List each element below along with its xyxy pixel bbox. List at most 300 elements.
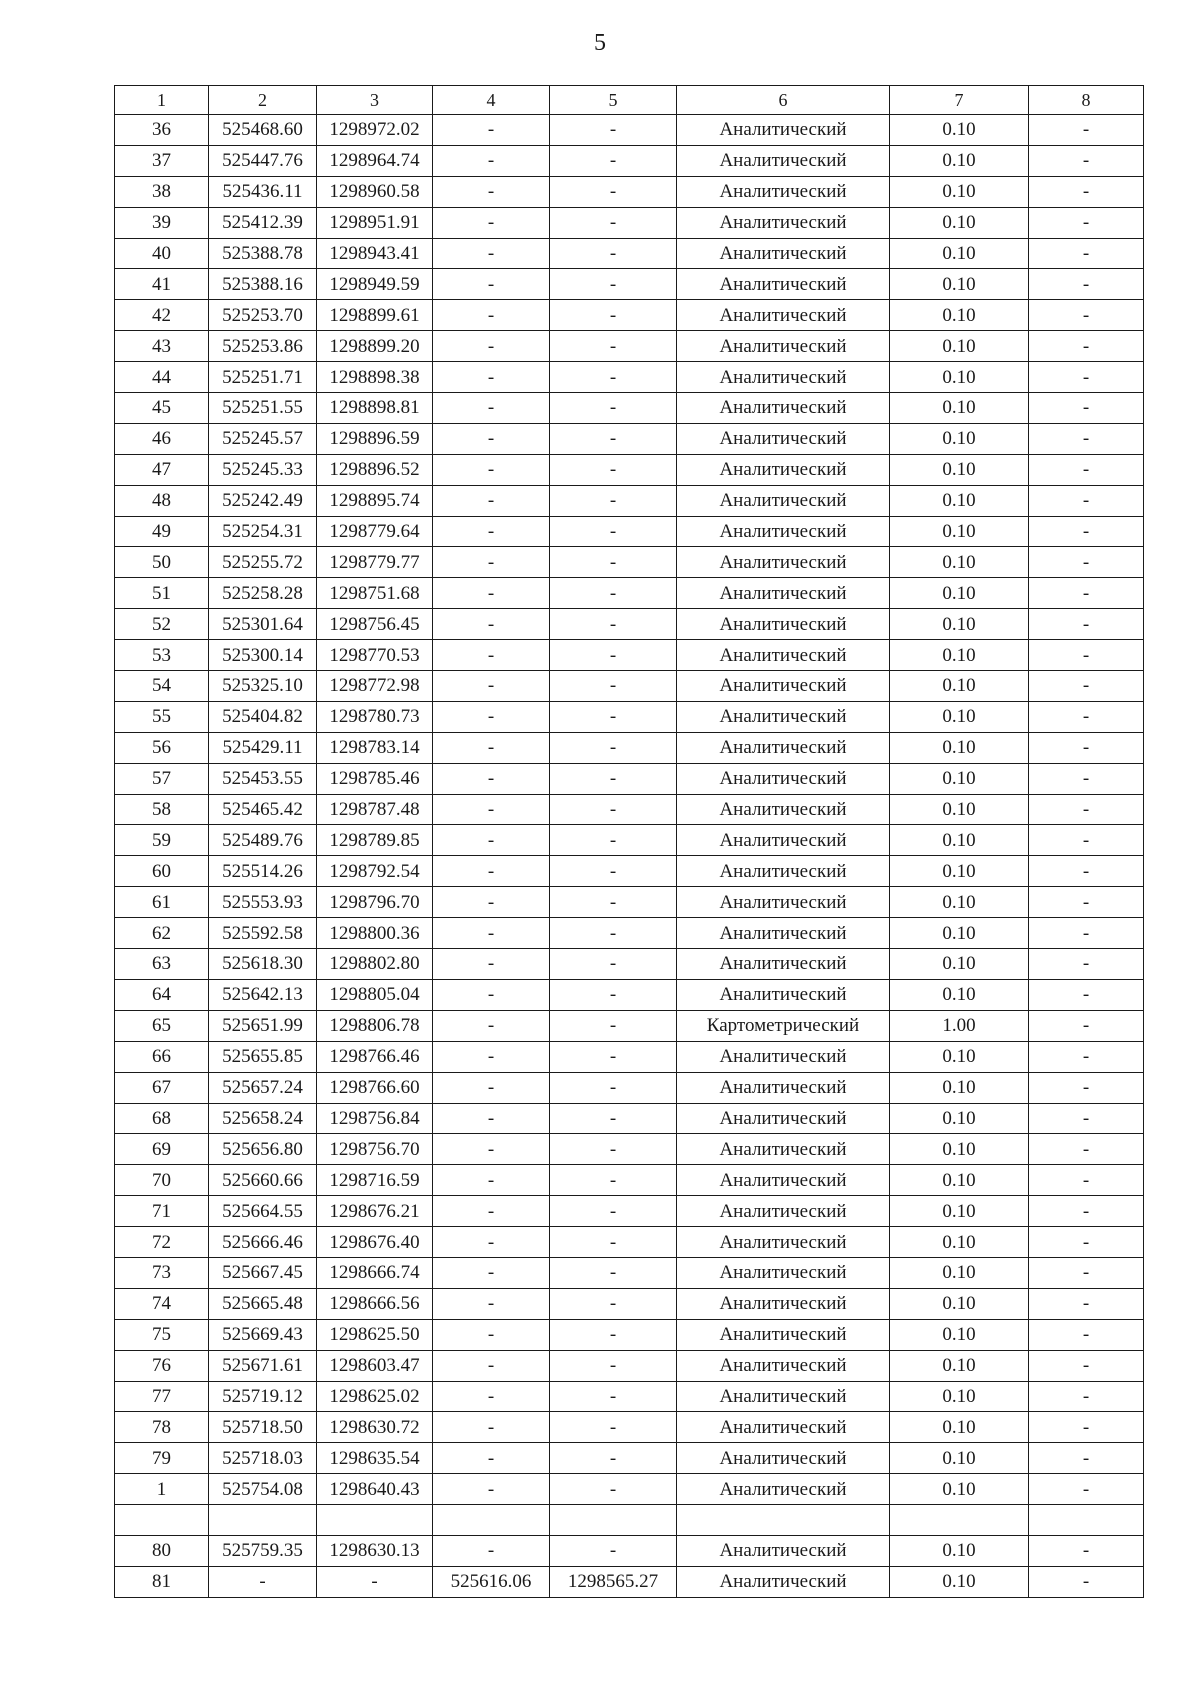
method-cell: Аналитический: [677, 207, 890, 238]
y-new-coordinate-cell: -: [550, 825, 677, 856]
x-coordinate-cell: 525618.30: [209, 949, 317, 980]
method-cell: Аналитический: [677, 1227, 890, 1258]
method-cell: Аналитический: [677, 393, 890, 424]
table-row: [115, 1103, 1144, 1134]
table-row: [115, 423, 1144, 454]
x-new-coordinate-cell: -: [433, 1381, 550, 1412]
method-cell: Аналитический: [677, 1072, 890, 1103]
accuracy-cell: 0.10: [890, 1072, 1029, 1103]
y-new-coordinate-cell: -: [550, 578, 677, 609]
x-coordinate-cell: 525255.72: [209, 547, 317, 578]
point-number-cell: 69: [115, 1134, 209, 1165]
x-coordinate-cell: 525245.33: [209, 454, 317, 485]
x-new-coordinate-cell: -: [433, 825, 550, 856]
table-row: [115, 176, 1144, 207]
column-8-cell: -: [1029, 485, 1144, 516]
column-8-cell: -: [1029, 454, 1144, 485]
y-coordinate-cell: 1298943.41: [317, 238, 433, 269]
point-number-cell: 43: [115, 331, 209, 362]
y-new-coordinate-cell: -: [550, 1165, 677, 1196]
accuracy-cell: 0.10: [890, 1412, 1029, 1443]
y-new-coordinate-cell: -: [550, 485, 677, 516]
table-row: [115, 238, 1144, 269]
x-new-coordinate-cell: 525616.06: [433, 1566, 550, 1597]
method-cell: Аналитический: [677, 1474, 890, 1505]
method-cell: Аналитический: [677, 516, 890, 547]
y-coordinate-cell: 1298895.74: [317, 485, 433, 516]
point-number-cell: 70: [115, 1165, 209, 1196]
method-cell: Аналитический: [677, 701, 890, 732]
accuracy-cell: 0.10: [890, 1535, 1029, 1566]
y-coordinate-cell: 1298635.54: [317, 1443, 433, 1474]
y-coordinate-cell: 1298805.04: [317, 979, 433, 1010]
accuracy-cell: 0.10: [890, 979, 1029, 1010]
method-cell: Аналитический: [677, 1381, 890, 1412]
x-new-coordinate-cell: -: [433, 331, 550, 362]
x-new-coordinate-cell: -: [433, 516, 550, 547]
accuracy-cell: 0.10: [890, 393, 1029, 424]
y-new-coordinate-cell: -: [550, 1072, 677, 1103]
table-row: [115, 269, 1144, 300]
y-new-coordinate-cell: -: [550, 269, 677, 300]
table-row: [115, 1505, 1144, 1536]
column-8-cell: -: [1029, 145, 1144, 176]
x-new-coordinate-cell: -: [433, 949, 550, 980]
table-row: [115, 1165, 1144, 1196]
x-coordinate-cell: 525429.11: [209, 732, 317, 763]
point-number-cell: 40: [115, 238, 209, 269]
method-cell: Аналитический: [677, 640, 890, 671]
x-coordinate-cell: 525388.16: [209, 269, 317, 300]
column-header: 1: [115, 86, 209, 115]
y-new-coordinate-cell: -: [550, 701, 677, 732]
point-number-cell: 47: [115, 454, 209, 485]
method-cell: Аналитический: [677, 1134, 890, 1165]
column-header: 5: [550, 86, 677, 115]
column-8-cell: -: [1029, 578, 1144, 609]
point-number-cell: 60: [115, 856, 209, 887]
accuracy-cell: 0.10: [890, 1319, 1029, 1350]
table-row: [115, 1196, 1144, 1227]
column-8-cell: -: [1029, 1041, 1144, 1072]
y-new-coordinate-cell: -: [550, 1010, 677, 1041]
y-coordinate-cell: 1298898.81: [317, 393, 433, 424]
accuracy-cell: 0.10: [890, 516, 1029, 547]
x-new-coordinate-cell: -: [433, 1227, 550, 1258]
x-new-coordinate-cell: -: [433, 238, 550, 269]
x-new-coordinate-cell: -: [433, 269, 550, 300]
method-cell: Аналитический: [677, 763, 890, 794]
method-cell: Аналитический: [677, 1535, 890, 1566]
x-new-coordinate-cell: -: [433, 1165, 550, 1196]
y-new-coordinate-cell: -: [550, 1257, 677, 1288]
y-new-coordinate-cell: -: [550, 671, 677, 702]
table-row: [115, 1535, 1144, 1566]
table-row: [115, 1566, 1144, 1597]
method-cell: Аналитический: [677, 671, 890, 702]
column-header: 3: [317, 86, 433, 115]
x-new-coordinate-cell: -: [433, 1134, 550, 1165]
y-coordinate-cell: 1298625.02: [317, 1381, 433, 1412]
accuracy-cell: 0.10: [890, 794, 1029, 825]
y-new-coordinate-cell: -: [550, 732, 677, 763]
accuracy-cell: 0.10: [890, 1227, 1029, 1258]
point-number-cell: 55: [115, 701, 209, 732]
x-coordinate-cell: 525404.82: [209, 701, 317, 732]
y-coordinate-cell: 1298625.50: [317, 1319, 433, 1350]
y-coordinate-cell: 1298640.43: [317, 1474, 433, 1505]
column-8-cell: -: [1029, 1381, 1144, 1412]
y-coordinate-cell: 1298630.72: [317, 1412, 433, 1443]
table-row: [115, 794, 1144, 825]
x-new-coordinate-cell: -: [433, 1010, 550, 1041]
method-cell: Аналитический: [677, 176, 890, 207]
point-number-cell: 44: [115, 362, 209, 393]
method-cell: Аналитический: [677, 300, 890, 331]
point-number-cell: 36: [115, 115, 209, 146]
column-8-cell: -: [1029, 979, 1144, 1010]
y-coordinate-cell: 1298806.78: [317, 1010, 433, 1041]
x-new-coordinate-cell: -: [433, 856, 550, 887]
accuracy-cell: [890, 1505, 1029, 1536]
table-row: [115, 145, 1144, 176]
table-row: [115, 640, 1144, 671]
x-coordinate-cell: 525669.43: [209, 1319, 317, 1350]
column-8-cell: -: [1029, 1288, 1144, 1319]
x-coordinate-cell: 525754.08: [209, 1474, 317, 1505]
x-new-coordinate-cell: -: [433, 1072, 550, 1103]
x-new-coordinate-cell: -: [433, 454, 550, 485]
table-row: [115, 856, 1144, 887]
table-row: [115, 1474, 1144, 1505]
x-coordinate-cell: 525301.64: [209, 609, 317, 640]
y-coordinate-cell: 1298780.73: [317, 701, 433, 732]
x-coordinate-cell: 525666.46: [209, 1227, 317, 1258]
x-new-coordinate-cell: -: [433, 423, 550, 454]
method-cell: Аналитический: [677, 423, 890, 454]
column-8-cell: -: [1029, 671, 1144, 702]
y-coordinate-cell: 1298802.80: [317, 949, 433, 980]
y-coordinate-cell: 1298899.61: [317, 300, 433, 331]
method-cell: Аналитический: [677, 1319, 890, 1350]
y-coordinate-cell: 1298896.52: [317, 454, 433, 485]
y-coordinate-cell: 1298951.91: [317, 207, 433, 238]
column-8-cell: -: [1029, 1134, 1144, 1165]
table-row: [115, 115, 1144, 146]
y-coordinate-cell: 1298751.68: [317, 578, 433, 609]
x-coordinate-cell: 525718.50: [209, 1412, 317, 1443]
accuracy-cell: 0.10: [890, 115, 1029, 146]
point-number-cell: 53: [115, 640, 209, 671]
table-row: [115, 1041, 1144, 1072]
x-coordinate-cell: 525254.31: [209, 516, 317, 547]
y-coordinate-cell: 1298792.54: [317, 856, 433, 887]
method-cell: Аналитический: [677, 794, 890, 825]
x-coordinate-cell: 525671.61: [209, 1350, 317, 1381]
method-cell: [677, 1505, 890, 1536]
column-header: 2: [209, 86, 317, 115]
point-number-cell: 41: [115, 269, 209, 300]
accuracy-cell: 0.10: [890, 300, 1029, 331]
y-new-coordinate-cell: -: [550, 207, 677, 238]
accuracy-cell: 0.10: [890, 1443, 1029, 1474]
method-cell: Аналитический: [677, 1165, 890, 1196]
point-number-cell: 74: [115, 1288, 209, 1319]
y-new-coordinate-cell: -: [550, 1227, 677, 1258]
column-8-cell: -: [1029, 1566, 1144, 1597]
method-cell: Аналитический: [677, 485, 890, 516]
column-8-cell: -: [1029, 1227, 1144, 1258]
point-number-cell: 1: [115, 1474, 209, 1505]
column-8-cell: -: [1029, 1535, 1144, 1566]
table-row: [115, 1381, 1144, 1412]
point-number-cell: 68: [115, 1103, 209, 1134]
column-8-cell: -: [1029, 423, 1144, 454]
accuracy-cell: 1.00: [890, 1010, 1029, 1041]
x-coordinate-cell: 525258.28: [209, 578, 317, 609]
accuracy-cell: 0.10: [890, 454, 1029, 485]
accuracy-cell: 0.10: [890, 856, 1029, 887]
x-new-coordinate-cell: -: [433, 1288, 550, 1319]
x-coordinate-cell: 525660.66: [209, 1165, 317, 1196]
column-8-cell: -: [1029, 269, 1144, 300]
method-cell: Аналитический: [677, 269, 890, 300]
y-new-coordinate-cell: -: [550, 918, 677, 949]
x-coordinate-cell: 525667.45: [209, 1257, 317, 1288]
accuracy-cell: 0.10: [890, 1196, 1029, 1227]
point-number-cell: 73: [115, 1257, 209, 1288]
point-number-cell: 71: [115, 1196, 209, 1227]
y-coordinate-cell: 1298899.20: [317, 331, 433, 362]
method-cell: Аналитический: [677, 949, 890, 980]
accuracy-cell: 0.10: [890, 1350, 1029, 1381]
table-row: [115, 763, 1144, 794]
y-coordinate-cell: 1298789.85: [317, 825, 433, 856]
x-coordinate-cell: 525656.80: [209, 1134, 317, 1165]
point-number-cell: 63: [115, 949, 209, 980]
table-row: [115, 1227, 1144, 1258]
column-8-cell: -: [1029, 949, 1144, 980]
point-number-cell: 50: [115, 547, 209, 578]
point-number-cell: 62: [115, 918, 209, 949]
point-number-cell: 38: [115, 176, 209, 207]
column-8-cell: -: [1029, 887, 1144, 918]
y-new-coordinate-cell: -: [550, 1350, 677, 1381]
x-coordinate-cell: 525489.76: [209, 825, 317, 856]
point-number-cell: 48: [115, 485, 209, 516]
method-cell: Аналитический: [677, 331, 890, 362]
x-new-coordinate-cell: -: [433, 1257, 550, 1288]
point-number-cell: [115, 1505, 209, 1536]
accuracy-cell: 0.10: [890, 485, 1029, 516]
x-new-coordinate-cell: -: [433, 794, 550, 825]
x-coordinate-cell: 525325.10: [209, 671, 317, 702]
method-cell: Аналитический: [677, 609, 890, 640]
y-coordinate-cell: 1298766.60: [317, 1072, 433, 1103]
point-number-cell: 76: [115, 1350, 209, 1381]
y-new-coordinate-cell: -: [550, 640, 677, 671]
accuracy-cell: 0.10: [890, 145, 1029, 176]
accuracy-cell: 0.10: [890, 1566, 1029, 1597]
y-new-coordinate-cell: -: [550, 176, 677, 207]
x-coordinate-cell: [209, 1505, 317, 1536]
x-new-coordinate-cell: -: [433, 1196, 550, 1227]
point-number-cell: 61: [115, 887, 209, 918]
y-coordinate-cell: 1298766.46: [317, 1041, 433, 1072]
point-number-cell: 65: [115, 1010, 209, 1041]
table-body: [115, 115, 1144, 1598]
point-number-cell: 72: [115, 1227, 209, 1258]
x-coordinate-cell: 525242.49: [209, 485, 317, 516]
coordinates-table: [114, 85, 1144, 1598]
y-coordinate-cell: 1298772.98: [317, 671, 433, 702]
accuracy-cell: 0.10: [890, 918, 1029, 949]
column-8-cell: -: [1029, 1072, 1144, 1103]
y-new-coordinate-cell: -: [550, 1288, 677, 1319]
accuracy-cell: 0.10: [890, 1134, 1029, 1165]
x-coordinate-cell: 525642.13: [209, 979, 317, 1010]
x-coordinate-cell: 525245.57: [209, 423, 317, 454]
x-coordinate-cell: 525251.71: [209, 362, 317, 393]
x-new-coordinate-cell: -: [433, 979, 550, 1010]
method-cell: Аналитический: [677, 1566, 890, 1597]
y-new-coordinate-cell: 1298565.27: [550, 1566, 677, 1597]
x-new-coordinate-cell: -: [433, 362, 550, 393]
x-new-coordinate-cell: -: [433, 609, 550, 640]
y-coordinate-cell: 1298676.40: [317, 1227, 433, 1258]
x-coordinate-cell: 525658.24: [209, 1103, 317, 1134]
method-cell: Аналитический: [677, 1196, 890, 1227]
table-row: [115, 454, 1144, 485]
point-number-cell: 67: [115, 1072, 209, 1103]
column-8-cell: -: [1029, 393, 1144, 424]
accuracy-cell: 0.10: [890, 176, 1029, 207]
x-coordinate-cell: 525447.76: [209, 145, 317, 176]
table-row: [115, 1134, 1144, 1165]
table-row: [115, 1072, 1144, 1103]
x-coordinate-cell: 525253.86: [209, 331, 317, 362]
y-coordinate-cell: 1298785.46: [317, 763, 433, 794]
y-new-coordinate-cell: -: [550, 856, 677, 887]
x-coordinate-cell: 525718.03: [209, 1443, 317, 1474]
x-new-coordinate-cell: -: [433, 1103, 550, 1134]
column-8-cell: -: [1029, 176, 1144, 207]
point-number-cell: 42: [115, 300, 209, 331]
y-coordinate-cell: 1298630.13: [317, 1535, 433, 1566]
y-new-coordinate-cell: -: [550, 331, 677, 362]
column-8-cell: -: [1029, 1319, 1144, 1350]
point-number-cell: 78: [115, 1412, 209, 1443]
column-header: 8: [1029, 86, 1144, 115]
table-row: [115, 979, 1144, 1010]
point-number-cell: 79: [115, 1443, 209, 1474]
y-coordinate-cell: 1298949.59: [317, 269, 433, 300]
x-new-coordinate-cell: -: [433, 115, 550, 146]
column-8-cell: -: [1029, 856, 1144, 887]
column-8-cell: -: [1029, 763, 1144, 794]
y-new-coordinate-cell: -: [550, 1474, 677, 1505]
x-coordinate-cell: 525719.12: [209, 1381, 317, 1412]
y-new-coordinate-cell: -: [550, 454, 677, 485]
y-coordinate-cell: 1298964.74: [317, 145, 433, 176]
accuracy-cell: 0.10: [890, 207, 1029, 238]
x-new-coordinate-cell: -: [433, 918, 550, 949]
accuracy-cell: 0.10: [890, 331, 1029, 362]
table-row: [115, 671, 1144, 702]
method-cell: Аналитический: [677, 238, 890, 269]
table-row: [115, 1257, 1144, 1288]
column-8-cell: -: [1029, 1412, 1144, 1443]
column-header: 7: [890, 86, 1029, 115]
table-row: [115, 516, 1144, 547]
method-cell: Аналитический: [677, 362, 890, 393]
method-cell: Аналитический: [677, 115, 890, 146]
method-cell: Аналитический: [677, 454, 890, 485]
method-cell: Аналитический: [677, 1412, 890, 1443]
y-new-coordinate-cell: -: [550, 423, 677, 454]
table-row: [115, 547, 1144, 578]
x-new-coordinate-cell: -: [433, 1319, 550, 1350]
table-row: [115, 331, 1144, 362]
column-8-cell: -: [1029, 300, 1144, 331]
table-row: [115, 949, 1144, 980]
column-8-cell: -: [1029, 207, 1144, 238]
column-8-cell: -: [1029, 238, 1144, 269]
y-new-coordinate-cell: -: [550, 887, 677, 918]
accuracy-cell: 0.10: [890, 949, 1029, 980]
y-new-coordinate-cell: -: [550, 1443, 677, 1474]
point-number-cell: 52: [115, 609, 209, 640]
x-coordinate-cell: 525759.35: [209, 1535, 317, 1566]
y-new-coordinate-cell: -: [550, 145, 677, 176]
method-cell: Аналитический: [677, 547, 890, 578]
method-cell: Аналитический: [677, 732, 890, 763]
column-8-cell: -: [1029, 609, 1144, 640]
accuracy-cell: 0.10: [890, 547, 1029, 578]
x-new-coordinate-cell: -: [433, 547, 550, 578]
column-8-cell: -: [1029, 1474, 1144, 1505]
y-new-coordinate-cell: -: [550, 1535, 677, 1566]
column-8-cell: -: [1029, 362, 1144, 393]
accuracy-cell: 0.10: [890, 1381, 1029, 1412]
x-new-coordinate-cell: -: [433, 640, 550, 671]
y-coordinate-cell: 1298796.70: [317, 887, 433, 918]
x-coordinate-cell: 525468.60: [209, 115, 317, 146]
table-header-row: [115, 86, 1144, 115]
y-coordinate-cell: 1298756.70: [317, 1134, 433, 1165]
accuracy-cell: 0.10: [890, 1041, 1029, 1072]
column-header: 6: [677, 86, 890, 115]
x-coordinate-cell: -: [209, 1566, 317, 1597]
column-8-cell: [1029, 1505, 1144, 1536]
column-8-cell: -: [1029, 547, 1144, 578]
x-new-coordinate-cell: -: [433, 1350, 550, 1381]
point-number-cell: 49: [115, 516, 209, 547]
method-cell: Аналитический: [677, 1041, 890, 1072]
y-coordinate-cell: 1298603.47: [317, 1350, 433, 1381]
point-number-cell: 45: [115, 393, 209, 424]
table-row: [115, 300, 1144, 331]
method-cell: Аналитический: [677, 1350, 890, 1381]
x-new-coordinate-cell: -: [433, 732, 550, 763]
y-new-coordinate-cell: -: [550, 1103, 677, 1134]
method-cell: Аналитический: [677, 887, 890, 918]
y-new-coordinate-cell: -: [550, 609, 677, 640]
y-new-coordinate-cell: -: [550, 949, 677, 980]
table-row: [115, 1350, 1144, 1381]
method-cell: Аналитический: [677, 979, 890, 1010]
y-new-coordinate-cell: -: [550, 763, 677, 794]
